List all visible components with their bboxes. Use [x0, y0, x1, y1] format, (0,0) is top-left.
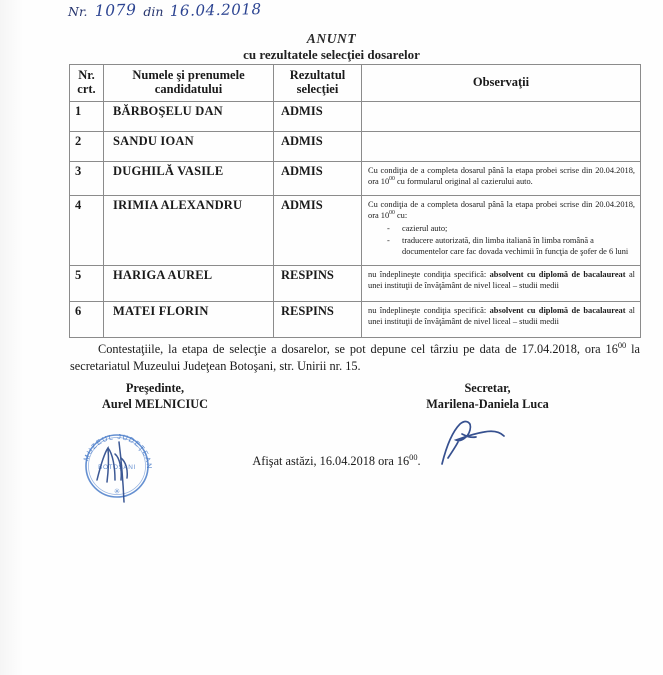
scan-edge-shadow [0, 0, 24, 675]
secretary-name: Marilena-Daniela Luca [426, 396, 549, 411]
secretary-role: Secretar, [464, 381, 511, 395]
posted-text-part1: Afişat astăzi, 16.04.2018 ora 16 [252, 454, 410, 468]
row-number: 4 [70, 195, 104, 265]
selection-result: ADMIS [274, 101, 362, 131]
observations-cell [362, 131, 641, 161]
row-number: 2 [70, 131, 104, 161]
observations-text-part2: cu: [394, 210, 408, 220]
table-header-row [70, 65, 641, 102]
observations-text-part2: al unei instituţii de învăţământ de nivel liceal – studii medii [368, 305, 635, 326]
selection-result: ADMIS [274, 131, 362, 161]
president-name: Aurel MELNICIUC [101, 396, 208, 411]
selection-result: ADMIS [274, 195, 362, 265]
observations-text-part1: nu îndeplineşte condiţia specifică: [368, 305, 490, 315]
observations-bullet-list [368, 223, 635, 258]
svg-text:MUZEUL JUDEŢEAN: MUZEUL JUDEŢEAN [81, 431, 155, 470]
observations-cell [362, 101, 641, 131]
results-table [69, 64, 641, 338]
table-row [70, 161, 641, 195]
observations-text-bold: absolvent cu diplomă de bacalaureat [489, 305, 626, 315]
registration-number-handwritten: 1079 [94, 0, 137, 20]
president-role: Preşedinte, [125, 381, 185, 395]
table-row [70, 265, 641, 301]
row-number: 6 [70, 301, 104, 337]
table-row [70, 131, 641, 161]
column-header-nr-line2: crt. [77, 82, 96, 97]
selection-result: RESPINS [274, 301, 362, 337]
observations-cell [362, 301, 641, 337]
registration-number-line [68, 2, 262, 20]
observations-superscript: 00 [389, 210, 395, 217]
contestation-text-part1: Contestaţiile, la etapa de selecţie a dosarelor, se pot depune cel târziu pe data de 17.04.2018, ora 16 [98, 342, 618, 356]
candidate-name: SANDU IOAN [104, 131, 274, 161]
candidate-name: BĂRBOŞELU DAN [104, 101, 274, 131]
observations-bullet-item: - traducere autorizată, din limba italiană în limba română a documentelor care fac dovada vechimii în funcţia de şofer de 6 luni [402, 235, 635, 258]
observations-text-part1: Cu condiţia de a completa dosarul până la etapa probei scrise din 20.04.2018, ora 10 [368, 199, 635, 220]
observations-cell [362, 161, 641, 195]
svg-text:BOTOŞANI: BOTOŞANI [98, 464, 136, 471]
signature-block-secretary [370, 381, 605, 413]
table-header [70, 65, 641, 102]
observations-cell [362, 195, 641, 265]
observations-text-part2: cu formularul original al cazierului auto. [394, 176, 533, 186]
table-body [70, 101, 641, 337]
registration-label: Nr. [68, 4, 88, 19]
column-header-result-line2: selecţiei [296, 82, 339, 97]
column-header-result-line1: Rezultatul [289, 68, 346, 82]
table-row [70, 195, 641, 265]
column-header-nr-line1: Nr. [78, 68, 95, 82]
selection-result: RESPINS [274, 265, 362, 301]
column-header-observations: Observaţii [362, 65, 641, 102]
observations-superscript: 00 [389, 176, 395, 183]
observations-text-part1: Cu condiţia de a completa dosarul până la etapa probei scrise din 20.04.2018, ora 10 [368, 165, 635, 186]
signature-block-president [55, 381, 255, 413]
observations-text-part1: nu îndeplineşte condiţia specifică: [368, 269, 490, 279]
candidate-name: HARIGA AUREL [104, 265, 274, 301]
contestation-paragraph [70, 341, 640, 376]
selection-result: ADMIS [274, 161, 362, 195]
row-number: 1 [70, 101, 104, 131]
registration-connector: din [143, 4, 164, 19]
document-title: ANUNT [306, 31, 357, 46]
document-subtitle: cu rezultatele selecţiei dosarelor [243, 47, 420, 62]
table-row [70, 101, 641, 131]
contestation-superscript: 00 [617, 340, 627, 350]
posted-superscript: 00 [409, 452, 418, 462]
row-number: 3 [70, 161, 104, 195]
posted-text-part2: . [417, 454, 421, 468]
observations-text-bold: absolvent cu diplomă de bacalaureat [489, 269, 626, 279]
column-header-nr [70, 65, 104, 102]
column-header-name-line1: Numele şi prenumele [132, 68, 245, 82]
candidate-name: IRIMIA ALEXANDRU [104, 195, 274, 265]
posted-notice [0, 454, 663, 469]
svg-text:✳: ✳ [113, 487, 121, 496]
candidate-name: MATEI FLORIN [104, 301, 274, 337]
row-number: 5 [70, 265, 104, 301]
column-header-result [274, 65, 362, 102]
candidate-name: DUGHILĂ VASILE [104, 161, 274, 195]
registration-date-handwritten: 16.04.2018 [170, 0, 263, 20]
observations-bullet-item: - cazierul auto; [402, 223, 635, 234]
observations-cell [362, 265, 641, 301]
observations-text-part2: al unei instituţii de învăţământ de nivel liceal – studii medii [368, 269, 635, 290]
contestation-text-part2: la secretariatul Muzeului Judeţean Botoşani, str. Unirii nr. 15. [70, 342, 640, 374]
table-row [70, 301, 641, 337]
column-header-name-line2: candidatului [154, 82, 223, 97]
column-header-name [104, 65, 274, 102]
